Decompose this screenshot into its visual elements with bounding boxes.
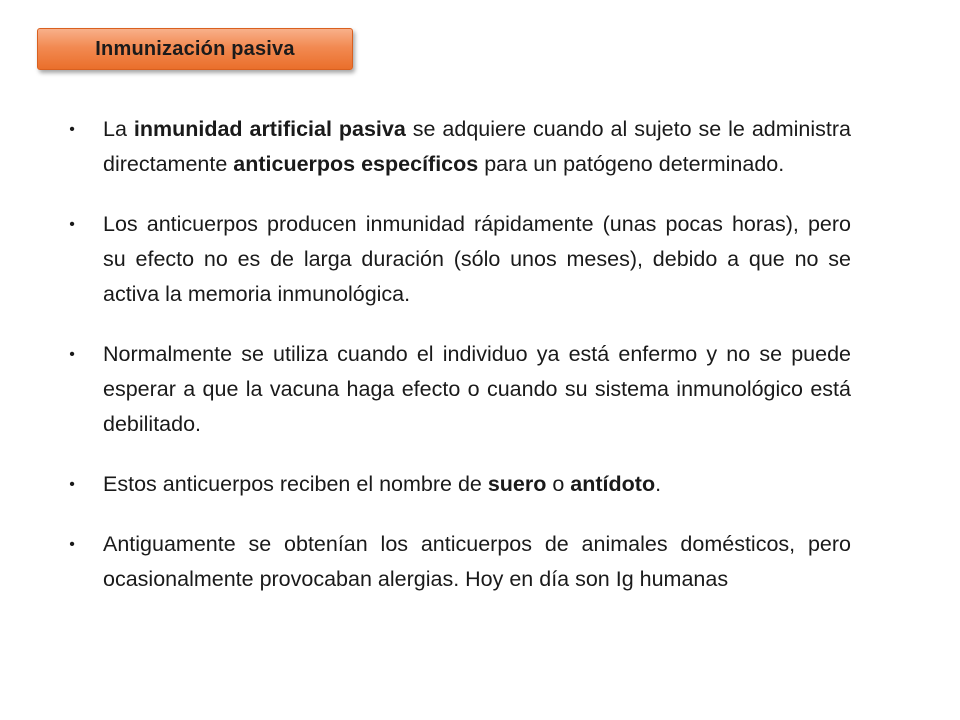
bullet-item-2 (65, 207, 851, 312)
bullet-icon: • (69, 121, 75, 138)
bullet-icon: • (69, 536, 75, 553)
bullet-item-5 (65, 527, 851, 597)
bold-term: antídoto (570, 472, 656, 496)
bullet-text: La inmunidad artificial pasiva se adquiere cuando al sujeto se le administra directamente anticuerpos específicos para un patógeno determinado. (103, 117, 851, 176)
bullet-text: Antiguamente se obtenían los anticuerpos de animales domésticos, pero ocasionalmente provocaban alergias. Hoy en día son Ig humanas (103, 532, 851, 591)
bullet-item-3 (65, 337, 851, 442)
bullet-icon: • (69, 476, 75, 493)
bullet-icon: • (69, 216, 75, 233)
bold-term: suero (487, 472, 547, 496)
bullet-text: Los anticuerpos producen inmunidad rápidamente (unas pocas horas), pero su efecto no es de larga duración (sólo unos meses), debido a que no se activa la memoria inmunológica. (103, 212, 851, 306)
title-badge (37, 28, 353, 70)
slide-title: Inmunización pasiva (95, 37, 295, 60)
bold-term: anticuerpos específicos (233, 152, 479, 176)
bullet-icon: • (69, 346, 75, 363)
bullet-item-1 (65, 112, 851, 182)
bullet-item-4 (65, 467, 851, 502)
bullet-list (65, 112, 851, 622)
bullet-text: Estos anticuerpos reciben el nombre de suero o antídoto. (103, 472, 662, 496)
bullet-text: Normalmente se utiliza cuando el individuo ya está enfermo y no se puede esperar a que la vacuna haga efecto o cuando su sistema inmunológico está debilitado. (103, 342, 851, 436)
bold-term: inmunidad artificial pasiva (133, 117, 406, 141)
